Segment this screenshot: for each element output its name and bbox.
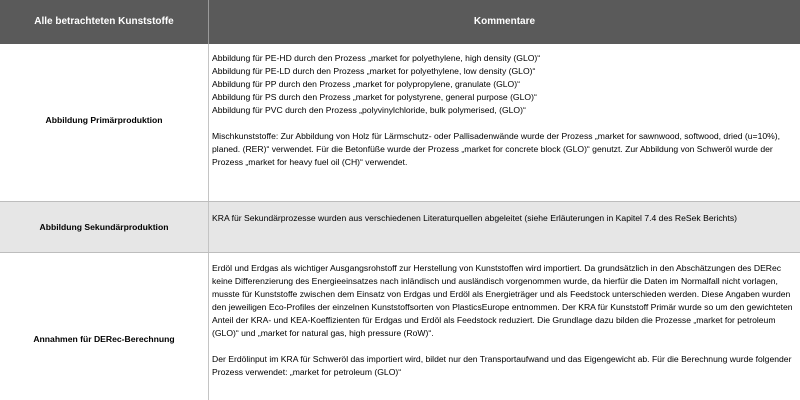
row-label: Annahmen für DERec-Berechnung (33, 334, 175, 344)
comment-line: Abbildung für PE-LD durch den Prozess „market for polyethylene, low density (GLO)“ (212, 66, 536, 76)
table-row (0, 202, 800, 253)
row-comment (212, 212, 796, 225)
comment-line: Abbildung für PVC durch den Prozess „polyvinylchloride, bulk polymerised, (GLO)“ (212, 105, 526, 115)
column-divider (208, 253, 209, 400)
comment-line: Abbildung für PS durch den Prozess „market for polystyrene, general purpose (GLO)“ (212, 92, 537, 102)
comment-paragraph: Mischkunststoffe: Zur Abbildung von Holz für Lärmschutz- oder Pallisadenwände wurde der Prozess „market for sawnwood, softwood, dried (u=10%), planed. (RER)“ verwendet. Für die Betonfüße wurde der Prozess „market for concrete block (GLO)“ genutzt. Zur Abbildung von Schweröl wurde der Prozess „market for heavy fuel oil (CH)“ verwendet. (212, 131, 781, 167)
table-row (0, 253, 800, 400)
header-cell-kunststoffe: Alle betrachteten Kunststoffe (34, 16, 174, 27)
row-label: Abbildung Sekundärproduktion (39, 222, 169, 232)
row-label: Abbildung Primärproduktion (45, 115, 163, 125)
column-divider (208, 202, 209, 252)
row-comment (212, 262, 796, 379)
header-cell-kommentare: Kommentare (473, 16, 536, 27)
comment-paragraph: Erdöl und Erdgas als wichtiger Ausgangsrohstoff zur Herstellung von Kunststoffen wird importiert. Da grundsätzlich in den Abschätzungen des DERec keine Differenzierung des Energieeinsatzes nach inländisch und ausländisch vorgenommen wurde, da hierfür die Daten im Normalfall nicht vorlagen, musste für Kunststoffe zwischen dem Einsatz von Erdgas und Erdöl als Energieträger und als Feedstock unterschieden werden. Diese Angaben wurden den jeweiligen Eco-Profiles der einzelnen Kunststoffsorten von PlasticsEurope entnommen. Der KRA für Kunststoff Primär wurde so um den gewichteten Anteil der KRA- und KEA-Koeffizienten für Erdgas und Erdöl als Feedstock reduziert. Die Grundlage dazu bilden die Prozesse „market for petroleum (GLO)“ und „market for natural gas, high pressure (RoW)“. (212, 263, 793, 338)
table-header (0, 0, 800, 44)
column-divider (208, 44, 209, 201)
comment-line: Abbildung für PP durch den Prozess „market for polypropylene, granulate (GLO)“ (212, 79, 520, 89)
comment-line: Abbildung für PE-HD durch den Prozess „market for polyethylene, high density (GLO)“ (212, 53, 541, 63)
row-comment (212, 52, 796, 169)
comment-paragraph: Der Erdölinput im KRA für Schweröl das importiert wird, bildet nur den Transportaufwand und das Eigengewicht ab. Für die Berechnung wurde folgender Prozess verwendet: „market for petroleum (GLO)“ (212, 354, 792, 377)
comment-paragraph: KRA für Sekundärprozesse wurden aus verschiedenen Literaturquellen abgeleitet (siehe Erläuterungen in Kapitel 7.4 des ReSek Berichts) (212, 213, 738, 223)
table-row (0, 44, 800, 202)
